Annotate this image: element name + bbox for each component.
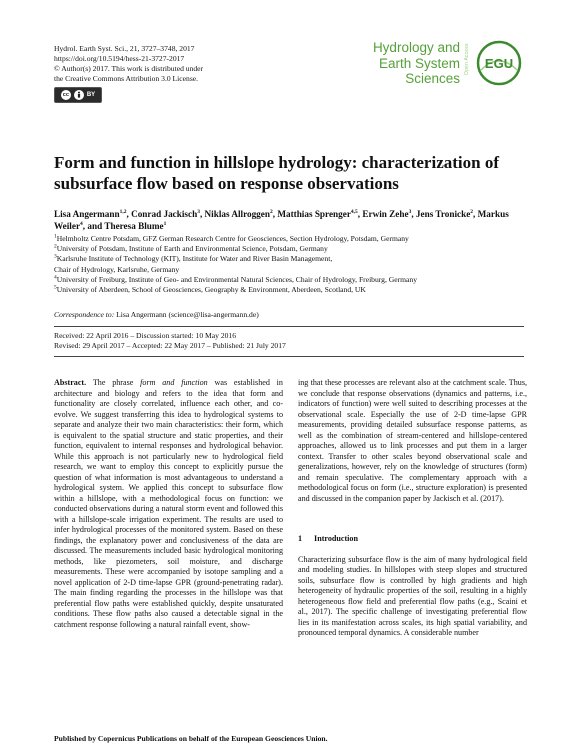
by-label: BY bbox=[86, 92, 96, 98]
affiliation-item bbox=[54, 254, 534, 264]
publication-dates bbox=[54, 331, 286, 351]
open-access-label: Open Access bbox=[464, 43, 470, 75]
affiliation-number: 5 bbox=[54, 284, 57, 291]
revised-date-line: Revised: 29 April 2017 – Accepted: 22 May 2017 – Published: 21 July 2017 bbox=[54, 341, 286, 351]
author-affiliation-marker: 1 bbox=[163, 220, 167, 227]
affiliation-item bbox=[54, 244, 534, 254]
affiliation-text: Helmholtz Centre Potsdam, GFZ German Research Centre for Geosciences, Section Hydrology, Potsdam, Germany bbox=[56, 234, 409, 243]
author-name: Jens Tronicke bbox=[415, 209, 471, 219]
affiliation-list bbox=[54, 234, 534, 295]
author-affiliation-marker: 3 bbox=[408, 208, 412, 215]
affiliation-number: 4 bbox=[54, 274, 57, 281]
affiliation-text: Chair of Hydrology, Karlsruhe, Germany bbox=[54, 264, 180, 274]
correspondence bbox=[54, 310, 259, 319]
abstract-continuation: ing that these processes are relevant also at the catchment scale. Thus, we conclude that response observations (dynamics and patterns, i.e., indicators of function) were well suited to describing processes at the observational scale. Especially the use of 2-D time-lapse GPR measurements, providing detailed subsurface response patterns, as well as the combination of stream-centered and hillslope-centered approaches, allowed us to link processes and put them in a larger context. Transfer to other scales beyond observational scale and generalizations, however, rely on the knowledge of structures (form) and remain speculative. The complementary approach with a methodological focus on form (i.e., structure exploration) is presented and discussed in the companion paper by Jackisch et al. (2017). bbox=[298, 378, 527, 503]
affiliation-text: University of Potsdam, Institute of Earth and Environmental Science, Potsdam, Germany bbox=[56, 244, 328, 254]
author-name: Erwin Zehe bbox=[362, 209, 409, 219]
section-number: 1 bbox=[298, 534, 303, 543]
author-name: Matthias Sprenger bbox=[277, 209, 351, 219]
received-date-line: Received: 22 April 2016 – Discussion started: 10 May 2016 bbox=[54, 331, 237, 340]
right-column bbox=[298, 378, 527, 639]
divider bbox=[54, 326, 524, 327]
publisher-footer: Published by Copernicus Publications on behalf of the European Geosciences Union. bbox=[54, 734, 328, 743]
affiliation-text: Karlsruhe Institute of Technology (KIT), Institute for Water and River Basin Management, bbox=[56, 254, 333, 264]
egu-logo bbox=[476, 40, 522, 86]
author-affiliation-marker: 4,5 bbox=[350, 208, 358, 215]
affiliation-item bbox=[54, 285, 534, 295]
divider bbox=[54, 356, 524, 357]
affiliation-number: 2 bbox=[54, 243, 57, 250]
cc-by-license-badge[interactable] bbox=[54, 87, 102, 103]
author-affiliation-marker: 1,2 bbox=[119, 208, 127, 215]
correspondence-contact[interactable]: Lisa Angermann (science@lisa-angermann.de) bbox=[116, 310, 259, 319]
section-title: Introduction bbox=[314, 534, 358, 543]
affiliation-item bbox=[54, 265, 534, 275]
author-name: Markus Weiler bbox=[54, 209, 509, 231]
journal-name-line: Earth System bbox=[378, 55, 460, 71]
author-affiliation-marker: 4 bbox=[80, 220, 83, 227]
author-affiliation-marker: 2 bbox=[269, 208, 273, 215]
doi-link[interactable]: https://doi.org/10.5194/hess-21-3727-2017 bbox=[54, 54, 185, 63]
affiliation-number: 3 bbox=[54, 253, 57, 260]
license-line: the Creative Commons Attribution 3.0 License. bbox=[54, 74, 199, 83]
affiliation-text: University of Aberdeen, School of Geosciences, Geography & Environment, Aberdeen, Scotland, UK bbox=[56, 285, 366, 295]
author-list: Lisa Angermann$^{1,2}$, Conrad Jackisch$^3$, Niklas Allroggen$^2$, Matthias Sprenger$^{4,5}$, Erwin Zehe$^3$, Jens Tronicke$^2$, Markus Weiler$^4$, and Theresa Blume$^1$ bbox=[54, 208, 509, 231]
affiliation-number: 1 bbox=[54, 233, 57, 240]
author-affiliation-marker: 3 bbox=[197, 208, 200, 215]
journal-name-line: Sciences bbox=[405, 71, 460, 86]
journal-citation-block bbox=[54, 44, 314, 84]
abstract-body: was established in architecture and biology and refers to the idea that form and functionality are closely correlated, influence each other, and co-evolve. We suggest transferring this idea to hydrological systems to separate and analyze their two main characteristics: their form, which is equivalent to the spatial structure and static properties, and their function, equivalent to internal responses and hydrological behavior. While this approach is not particularly new to hydrological field research, we want to employ this concept to explicitly pursue the question of what information is most advantageous to understand a hydrological system. We applied this concept to subsurface flow within a hillslope, with a methodological focus on function: we conducted observations during a natural storm event and followed this with a hillslope-scale irrigation experiment. The results are used to infer hydrological processes of the monitored system. Based on these findings, the explanatory power and conclusiveness of the data are discussed. The measurements included basic hydrological monitoring methods, like piezometers, soil moisture, and discharge measurements. These were accompanied by isotope sampling and a novel application of 2-D time-lapse GPR (ground-penetrating radar). The main finding regarding the processes in the hillslope was that preferential flow paths were established quickly, despite unsaturated conditions. These flow paths also caused a detectable signal in the catchment response following a natural rainfall event, show- bbox=[54, 378, 283, 629]
introduction-paragraph: Characterizing subsurface flow is the aim of many hydrological field and modeling studies. In hillslopes with steep slopes and structured soils, subsurface flow is controlled by high gradients and high heterogeneity of hydraulic properties of the soil, resulting in a highly heterogeneous flow field and preferential flow paths (e.g., Scaini et al., 2017). The specific challenge of investigating preferential flow lies in its manifestation across scales, its high spatial variability, and pronounced temporal dynamics. A considerable number bbox=[298, 554, 527, 637]
egu-logo-text: EGU bbox=[484, 56, 514, 71]
cc-icon: cc bbox=[62, 92, 69, 98]
author-name: Niklas Allroggen bbox=[204, 209, 270, 219]
abstract-paragraph: Abstract. The phrase form and function was established in architecture and biology and refers to the idea that form and functionality are closely correlated, influence each other, and co-evolve. We suggest transferring this idea to hydrological systems to separate and analyze their two main characteristics: their form, which is equivalent to the spatial structure and static properties, and their function, equivalent to internal responses and hydrological behavior. While this approach is not particularly new to hydrological field research, we want to employ this concept to explicitly pursue the question of what information is most advantageous to understand a hydrological system. We applied this concept to subsurface flow within a hillslope, with a methodological focus on function: we conducted observations during a natural storm event and followed this with a hillslope-scale irrigation experiment. The results are used to infer hydrological processes of the monitored system. Based on these findings, the explanatory power and conclusiveness of the data are discussed. The measurements included basic hydrological monitoring methods, like piezometers, soil moisture, and discharge measurements. These were accompanied by isotope sampling and a novel application of 2-D time-lapse GPR (ground-penetrating radar). The main finding regarding the processes in the hillslope was that preferential flow paths were established quickly, despite unsaturated conditions. These flow paths also caused a detectable signal in the catchment response following a natural rainfall event, show- bbox=[54, 378, 283, 629]
author-name: Lisa Angermann bbox=[54, 209, 120, 219]
by-attribution-icon bbox=[74, 90, 84, 100]
author-name: Conrad Jackisch bbox=[131, 209, 198, 219]
abstract-label: Abstract. bbox=[54, 378, 87, 387]
author-affiliation-marker: 2 bbox=[470, 208, 474, 215]
correspondence-label: Correspondence to: bbox=[54, 310, 115, 319]
author-name: Theresa Blume bbox=[104, 221, 164, 231]
journal-line: Hydrol. Earth Syst. Sci., 21, 3727–3748, 2017 bbox=[54, 44, 195, 53]
section-heading-introduction bbox=[298, 534, 527, 545]
affiliation-item bbox=[54, 275, 534, 285]
journal-name-line: Hydrology and bbox=[372, 40, 460, 55]
abstract-column bbox=[54, 378, 283, 630]
journal-name bbox=[373, 40, 460, 87]
copyright-line: © Author(s) 2017. This work is distributed under bbox=[54, 64, 204, 73]
abstract-italic-phrase: form and function bbox=[140, 378, 208, 387]
affiliation-text: University of Freiburg, Institute of Geo- and Environmental Natural Sciences, Chair of Hydrology, Freiburg, Germany bbox=[56, 274, 418, 284]
affiliation-item bbox=[54, 234, 534, 244]
paper-title: Form and function in hillslope hydrology: characterization of subsurface flow based on response observations bbox=[54, 153, 499, 193]
